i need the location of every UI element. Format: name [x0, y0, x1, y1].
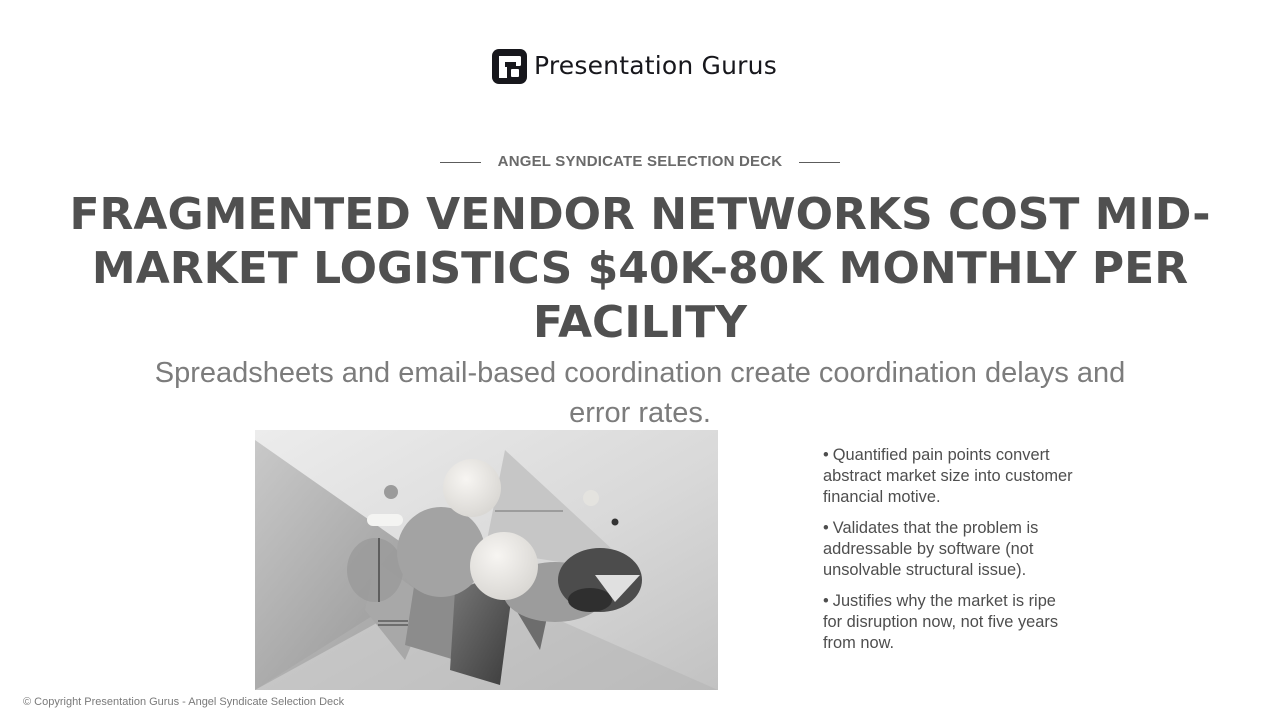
abstract-geometric-illustration: [255, 430, 718, 690]
brand-logo: [492, 48, 777, 84]
bullet-text: Justifies why the market is ripe for disruption now, not five years from now.: [823, 592, 1059, 652]
bullet-text: Validates that the problem is addressable by software (not unsolvable structural issue).: [823, 519, 1039, 579]
eyebrow-label: ANGEL SYNDICATE SELECTION DECK: [497, 153, 783, 170]
bullet-text: Quantified pain points convert abstract market size into customer financial motive.: [823, 446, 1073, 506]
bullet-icon: •: [823, 446, 829, 464]
eyebrow-rule-left: [440, 162, 481, 163]
bullet-icon: •: [823, 592, 829, 610]
bullet-item: [823, 518, 1073, 581]
presentation-gurus-logo-icon: [492, 49, 527, 84]
bullet-item: [823, 445, 1073, 508]
bullet-list: [823, 445, 1073, 664]
logo-text: Presentation Gurus: [534, 51, 777, 80]
slide-subtitle: Spreadsheets and email-based coordination create coordination delays and error rates.: [154, 357, 1126, 429]
slide-title: FRAGMENTED VENDOR NETWORKS COST MID-MARKET LOGISTICS $40K-80K MONTHLY PER FACILITY: [69, 189, 1211, 348]
eyebrow: [0, 152, 1280, 172]
bullet-item: [823, 591, 1073, 654]
eyebrow-rule-right: [799, 162, 840, 163]
footer-copyright: © Copyright Presentation Gurus - Angel Syndicate Selection Deck: [23, 696, 345, 708]
bullet-icon: •: [823, 519, 829, 537]
